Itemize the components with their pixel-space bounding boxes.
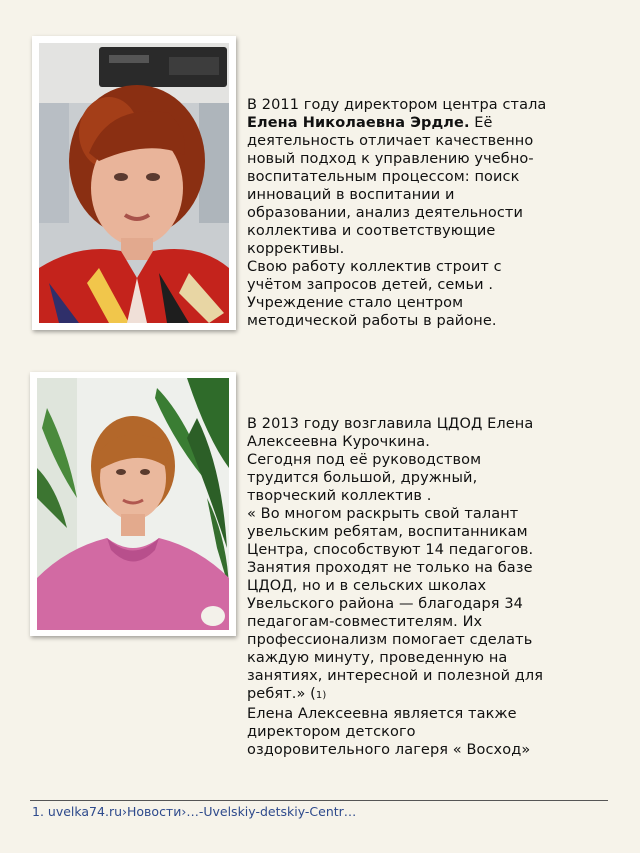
erdle-description bbox=[247, 96, 607, 330]
erdle-text-line: образовании, анализ деятельности bbox=[247, 205, 523, 221]
portrait-kurochkina-image bbox=[37, 378, 229, 630]
footnote-ref-mark: 1) bbox=[315, 690, 327, 701]
erdle-text-line: Учреждение стало центром bbox=[247, 295, 464, 311]
erdle-name-suffix: Её bbox=[469, 115, 493, 131]
kurochkina-text-line: « Во многом раскрыть свой талант bbox=[247, 506, 519, 522]
kurochkina-text-line: педагогам-совместителям. Их bbox=[247, 614, 483, 630]
footnote-link[interactable]: 1. uvelka74.ru›Новости›…-Uvelskiy-detskiy-Centr… bbox=[32, 804, 357, 819]
erdle-text-line: деятельность отличает качественно bbox=[247, 133, 534, 149]
footnote-divider bbox=[30, 800, 608, 801]
kurochkina-text-line: оздоровительного лагеря « Восход» bbox=[247, 742, 531, 758]
photo-frame-erdle bbox=[32, 36, 236, 330]
kurochkina-text-line: Занятия проходят не только на базе bbox=[247, 560, 533, 576]
erdle-text-line: инноваций в воспитании и bbox=[247, 187, 455, 203]
kurochkina-description bbox=[247, 415, 607, 759]
kurochkina-text-line: профессионализм помогает сделать bbox=[247, 632, 533, 648]
kurochkina-text-line: творческий коллектив . bbox=[247, 488, 432, 504]
erdle-text-line: воспитательным процессом: поиск bbox=[247, 169, 520, 185]
kurochkina-text-line: каждую минуту, проведенную на bbox=[247, 650, 508, 666]
erdle-text-line: Свою работу коллектив строит с bbox=[247, 259, 502, 275]
kurochkina-text-line: занятиях, интересной и полезной для bbox=[247, 668, 544, 684]
kurochkina-text-line: Увельского района — благодаря 34 bbox=[247, 596, 523, 612]
erdle-text-line: коллектива и соответствующие bbox=[247, 223, 496, 239]
erdle-text-line: новый подход к управлению учебно- bbox=[247, 151, 534, 167]
kurochkina-text-line: Центра, способствуют 14 педагогов. bbox=[247, 542, 534, 558]
erdle-intro-line: В 2011 году директором центра стала bbox=[247, 97, 547, 113]
kurochkina-text-line: Елена Алексеевна является также bbox=[247, 706, 517, 722]
kurochkina-text-line: трудится большой, дружный, bbox=[247, 470, 478, 486]
erdle-text-line: коррективы. bbox=[247, 241, 345, 257]
erdle-text-line: методической работы в районе. bbox=[247, 313, 497, 329]
erdle-text-line: учётом запросов детей, семьи . bbox=[247, 277, 494, 293]
kurochkina-text-line: директором детского bbox=[247, 724, 416, 740]
kurochkina-text-line: увельским ребятам, воспитанникам bbox=[247, 524, 528, 540]
photo-frame-kurochkina bbox=[30, 372, 236, 636]
kurochkina-text-line: ЦДОД, но и в сельских школах bbox=[247, 578, 487, 594]
portrait-erdle-image bbox=[39, 43, 229, 323]
quote-end: ребят.» ( bbox=[247, 686, 316, 702]
kurochkina-quote-end-line bbox=[247, 685, 607, 705]
erdle-name-line bbox=[247, 114, 607, 132]
kurochkina-text-line: В 2013 году возглавила ЦДОД Елена bbox=[247, 416, 534, 432]
kurochkina-text-line: Сегодня под её руководством bbox=[247, 452, 482, 468]
erdle-name: Елена Николаевна Эрдле. bbox=[247, 115, 470, 131]
kurochkina-text-line: Алексеевна Курочкина. bbox=[247, 434, 430, 450]
